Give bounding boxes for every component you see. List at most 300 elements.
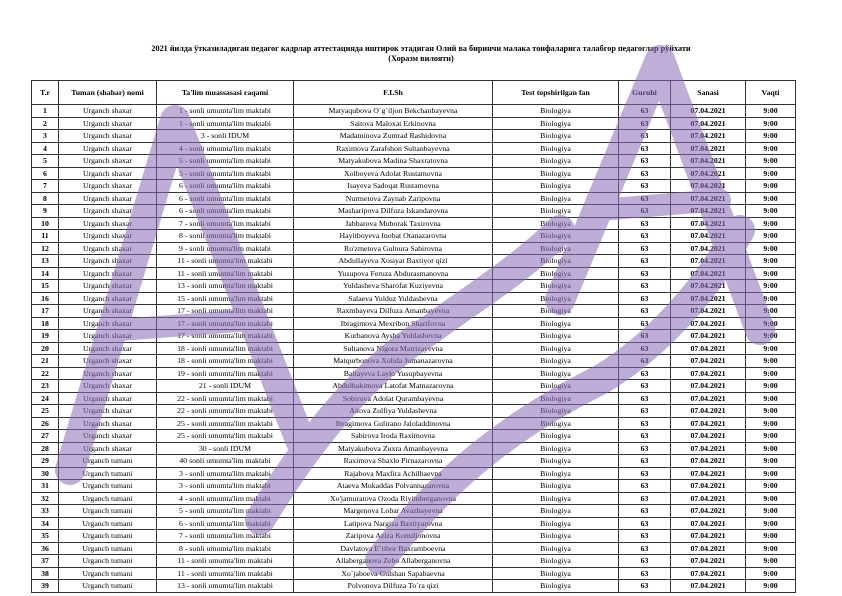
cell-school: 9 - sonli umumta'lim maktabi <box>157 242 294 255</box>
cell-group: 63 <box>619 155 671 168</box>
cell-school: 17 - sonli umumta'lim maktabi <box>157 330 294 343</box>
cell-full-name: Ibragimova Mexribon Sharifovna <box>294 317 493 330</box>
cell-full-name: Latipova Nargiza Baxtiyarovna <box>294 517 493 530</box>
cell-school: 11 - sonli umumta'lim maktabi <box>157 255 294 268</box>
cell-subject: Biologiya <box>493 467 619 480</box>
cell-date: 07.04.2021 <box>671 167 746 180</box>
cell-school: 6 - sonli umumta'lim maktabi <box>157 180 294 193</box>
cell-full-name: Isayeva Sadoqat Rustamovna <box>294 180 493 193</box>
cell-time: 9:00 <box>746 380 796 393</box>
cell-full-name: Yusupova Feruza Abdurasmanovna <box>294 267 493 280</box>
cell-full-name: Sabirova Iroda Raximovna <box>294 430 493 443</box>
cell-school: 1 - sonli umumta'lim maktabi <box>157 117 294 130</box>
cell-subject: Biologiya <box>493 305 619 318</box>
cell-district: Urganch shaxar <box>59 255 157 268</box>
cell-row-number: 37 <box>32 555 59 568</box>
cell-row-number: 5 <box>32 155 59 168</box>
cell-group: 63 <box>619 330 671 343</box>
cell-time: 9:00 <box>746 555 796 568</box>
cell-subject: Biologiya <box>493 492 619 505</box>
cell-school: 5 - sonli umumta'lim maktabi <box>157 155 294 168</box>
cell-full-name: Xo'jamuratova Ozoda Riyimberganovna <box>294 492 493 505</box>
cell-time: 9:00 <box>746 130 796 143</box>
cell-row-number: 35 <box>32 530 59 543</box>
cell-time: 9:00 <box>746 167 796 180</box>
cell-date: 07.04.2021 <box>671 155 746 168</box>
cell-full-name: Sobirova Adolat Qurambayevna <box>294 392 493 405</box>
cell-district: Urganch shaxar <box>59 142 157 155</box>
cell-district: Urganch shaxar <box>59 430 157 443</box>
cell-date: 07.04.2021 <box>671 330 746 343</box>
cell-group: 63 <box>619 367 671 380</box>
cell-full-name: Ro'zmetova Gulnura Sabirovna <box>294 242 493 255</box>
cell-time: 9:00 <box>746 505 796 518</box>
cell-time: 9:00 <box>746 305 796 318</box>
cell-time: 9:00 <box>746 417 796 430</box>
cell-subject: Biologiya <box>493 542 619 555</box>
cell-time: 9:00 <box>746 405 796 418</box>
cell-district: Urganch tumani <box>59 555 157 568</box>
cell-full-name: Madaminova Zumrad Rashidovna <box>294 130 493 143</box>
cell-subject: Biologiya <box>493 292 619 305</box>
cell-full-name: Matyakubova Madina Shaxratovna <box>294 155 493 168</box>
cell-school: 4 - sonli umumta'lim maktabi <box>157 492 294 505</box>
cell-date: 07.04.2021 <box>671 292 746 305</box>
col-header-subject: Test topshirilgan fan <box>493 81 619 105</box>
cell-time: 9:00 <box>746 442 796 455</box>
cell-row-number: 6 <box>32 167 59 180</box>
document-title <box>0 44 842 63</box>
cell-time: 9:00 <box>746 392 796 405</box>
cell-group: 63 <box>619 392 671 405</box>
cell-row-number: 31 <box>32 480 59 493</box>
cell-row-number: 19 <box>32 330 59 343</box>
cell-district: Urganch shaxar <box>59 317 157 330</box>
cell-time: 9:00 <box>746 330 796 343</box>
cell-group: 63 <box>619 292 671 305</box>
cell-row-number: 33 <box>32 505 59 518</box>
cell-full-name: Xo`jaboeva Gulshan Sapabaevna <box>294 567 493 580</box>
cell-district: Urganch shaxar <box>59 130 157 143</box>
cell-date: 07.04.2021 <box>671 342 746 355</box>
cell-district: Urganch shaxar <box>59 280 157 293</box>
cell-group: 63 <box>619 442 671 455</box>
cell-full-name: Davlatova E`tibor Baxrambоevna <box>294 542 493 555</box>
col-header-number: T.r <box>32 81 59 105</box>
cell-group: 63 <box>619 142 671 155</box>
cell-date: 07.04.2021 <box>671 417 746 430</box>
table-row <box>32 217 796 230</box>
cell-date: 07.04.2021 <box>671 567 746 580</box>
cell-group: 63 <box>619 467 671 480</box>
title-line-2: (Хоразм вилояти) <box>388 53 454 63</box>
cell-school: 5 - sonli umumta'lim maktabi <box>157 167 294 180</box>
cell-school: 40 sonli umumta'lim maktabi <box>157 455 294 468</box>
cell-school: 13 - sonli umumta'lim maktabi <box>157 280 294 293</box>
cell-date: 07.04.2021 <box>671 230 746 243</box>
table-row <box>32 580 796 593</box>
cell-full-name: Xolboyeva Adolat Rustamovna <box>294 167 493 180</box>
cell-group: 63 <box>619 267 671 280</box>
cell-group: 63 <box>619 505 671 518</box>
cell-row-number: 8 <box>32 192 59 205</box>
cell-date: 07.04.2021 <box>671 517 746 530</box>
cell-subject: Biologiya <box>493 455 619 468</box>
cell-subject: Biologiya <box>493 130 619 143</box>
cell-row-number: 11 <box>32 230 59 243</box>
cell-time: 9:00 <box>746 467 796 480</box>
cell-district: Urganch shaxar <box>59 180 157 193</box>
cell-row-number: 34 <box>32 517 59 530</box>
cell-subject: Biologiya <box>493 392 619 405</box>
cell-row-number: 14 <box>32 267 59 280</box>
cell-full-name: Abdulhakimova Latofat Matnazarovna <box>294 380 493 393</box>
table-row <box>32 392 796 405</box>
cell-subject: Biologiya <box>493 192 619 205</box>
cell-school: 8 - sonli umumta'lim maktabi <box>157 542 294 555</box>
table-row <box>32 555 796 568</box>
cell-school: 17 - sonli umumta'lim maktabi <box>157 305 294 318</box>
cell-group: 63 <box>619 342 671 355</box>
cell-district: Urganch shaxar <box>59 292 157 305</box>
cell-school: 4 - sonli umumta'lim maktabi <box>157 142 294 155</box>
cell-date: 07.04.2021 <box>671 142 746 155</box>
cell-school: 22 - sonli umumta'lim maktabi <box>157 405 294 418</box>
table-row <box>32 292 796 305</box>
cell-time: 9:00 <box>746 455 796 468</box>
cell-row-number: 1 <box>32 105 59 118</box>
cell-time: 9:00 <box>746 255 796 268</box>
cell-time: 9:00 <box>746 580 796 593</box>
cell-subject: Biologiya <box>493 230 619 243</box>
cell-row-number: 36 <box>32 542 59 555</box>
cell-subject: Biologiya <box>493 117 619 130</box>
cell-time: 9:00 <box>746 480 796 493</box>
cell-row-number: 20 <box>32 342 59 355</box>
cell-district: Urganch shaxar <box>59 442 157 455</box>
cell-district: Urganch shaxar <box>59 380 157 393</box>
cell-school: 3 - sonli umumta'lim maktabi <box>157 467 294 480</box>
cell-subject: Biologiya <box>493 355 619 368</box>
cell-full-name: Matyakubova Zuxra Amanbayevna <box>294 442 493 455</box>
cell-full-name: Sultanova Nigora Matrizayevna <box>294 342 493 355</box>
cell-full-name: Allaberganova Zebo Allaberganovna <box>294 555 493 568</box>
cell-row-number: 29 <box>32 455 59 468</box>
table-row <box>32 567 796 580</box>
cell-school: 11 - sonli umumta'lim maktabi <box>157 267 294 280</box>
cell-date: 07.04.2021 <box>671 455 746 468</box>
table-row <box>32 330 796 343</box>
cell-full-name: Rajabova Maxfira Achilbaevna <box>294 467 493 480</box>
cell-district: Urganch shaxar <box>59 217 157 230</box>
cell-group: 63 <box>619 430 671 443</box>
cell-full-name: Matyaqubova O`g`iljon Bekchanbayevna <box>294 105 493 118</box>
table-row <box>32 142 796 155</box>
cell-group: 63 <box>619 255 671 268</box>
cell-group: 63 <box>619 355 671 368</box>
table-row <box>32 542 796 555</box>
cell-row-number: 28 <box>32 442 59 455</box>
table-row <box>32 455 796 468</box>
cell-date: 07.04.2021 <box>671 105 746 118</box>
cell-group: 63 <box>619 417 671 430</box>
cell-date: 07.04.2021 <box>671 467 746 480</box>
cell-group: 63 <box>619 542 671 555</box>
cell-group: 63 <box>619 117 671 130</box>
cell-school: 13 - sonli umumta'lim maktabi <box>157 580 294 593</box>
table-row <box>32 530 796 543</box>
cell-date: 07.04.2021 <box>671 217 746 230</box>
cell-district: Urganch tumani <box>59 505 157 518</box>
table-row <box>32 355 796 368</box>
cell-subject: Biologiya <box>493 242 619 255</box>
cell-time: 9:00 <box>746 267 796 280</box>
cell-time: 9:00 <box>746 567 796 580</box>
cell-time: 9:00 <box>746 355 796 368</box>
cell-full-name: Kurbanova Aysha Yuldashevna <box>294 330 493 343</box>
cell-time: 9:00 <box>746 367 796 380</box>
cell-subject: Biologiya <box>493 567 619 580</box>
cell-subject: Biologiya <box>493 317 619 330</box>
cell-row-number: 4 <box>32 142 59 155</box>
cell-subject: Biologiya <box>493 380 619 393</box>
cell-group: 63 <box>619 380 671 393</box>
cell-full-name: Ataeva Mukaddas Polvannazarovna <box>294 480 493 493</box>
cell-row-number: 13 <box>32 255 59 268</box>
cell-group: 63 <box>619 567 671 580</box>
cell-school: 18 - sonli umumta'lim maktabi <box>157 342 294 355</box>
cell-group: 63 <box>619 230 671 243</box>
table-row <box>32 167 796 180</box>
cell-district: Urganch shaxar <box>59 117 157 130</box>
table-row <box>32 442 796 455</box>
cell-full-name: Zaripova Aziza Komiljonovna <box>294 530 493 543</box>
cell-date: 07.04.2021 <box>671 405 746 418</box>
cell-district: Urganch shaxar <box>59 305 157 318</box>
cell-row-number: 27 <box>32 430 59 443</box>
cell-row-number: 9 <box>32 205 59 218</box>
col-header-school: Ta'lim muassasasi raqami <box>157 81 294 105</box>
cell-district: Urganch tumani <box>59 455 157 468</box>
cell-row-number: 3 <box>32 130 59 143</box>
cell-subject: Biologiya <box>493 167 619 180</box>
cell-time: 9:00 <box>746 205 796 218</box>
cell-date: 07.04.2021 <box>671 492 746 505</box>
cell-group: 63 <box>619 405 671 418</box>
col-header-date: Sanasi <box>671 81 746 105</box>
cell-group: 63 <box>619 480 671 493</box>
cell-row-number: 7 <box>32 180 59 193</box>
cell-school: 21 - sonli IDUM <box>157 380 294 393</box>
table-row <box>32 505 796 518</box>
cell-group: 63 <box>619 492 671 505</box>
cell-school: 15 - sonli umumta'lim maktabi <box>157 292 294 305</box>
cell-district: Urganch shaxar <box>59 242 157 255</box>
cell-date: 07.04.2021 <box>671 480 746 493</box>
cell-time: 9:00 <box>746 180 796 193</box>
cell-school: 11 - sonli umumta'lim maktabi <box>157 555 294 568</box>
cell-school: 19 - sonli umumta'lim maktabi <box>157 367 294 380</box>
cell-subject: Biologiya <box>493 255 619 268</box>
cell-time: 9:00 <box>746 105 796 118</box>
cell-school: 25 - sonli umumta'lim maktabi <box>157 430 294 443</box>
cell-time: 9:00 <box>746 192 796 205</box>
cell-row-number: 22 <box>32 367 59 380</box>
cell-district: Urganch tumani <box>59 480 157 493</box>
table-row <box>32 230 796 243</box>
cell-date: 07.04.2021 <box>671 355 746 368</box>
cell-date: 07.04.2021 <box>671 367 746 380</box>
table-row <box>32 367 796 380</box>
cell-full-name: Hayitboyeva Inobat Otanazarovna <box>294 230 493 243</box>
cell-district: Urganch tumani <box>59 580 157 593</box>
cell-row-number: 26 <box>32 417 59 430</box>
col-header-time: Vaqti <box>746 81 796 105</box>
cell-date: 07.04.2021 <box>671 317 746 330</box>
table-row <box>32 305 796 318</box>
cell-subject: Biologiya <box>493 442 619 455</box>
cell-full-name: Raxmbayeva Dilfuza Amanbayevna <box>294 305 493 318</box>
table-row <box>32 342 796 355</box>
cell-time: 9:00 <box>746 155 796 168</box>
cell-full-name: Polvonova Dilfuza To`ra qizi <box>294 580 493 593</box>
table-row <box>32 105 796 118</box>
cell-school: 3 - sonli umumta'lim maktabi <box>157 480 294 493</box>
cell-group: 63 <box>619 192 671 205</box>
cell-group: 63 <box>619 517 671 530</box>
cell-date: 07.04.2021 <box>671 267 746 280</box>
cell-school: 18 - sonli umumta'lim maktabi <box>157 355 294 368</box>
cell-subject: Biologiya <box>493 580 619 593</box>
table-row <box>32 430 796 443</box>
table-row <box>32 405 796 418</box>
table-row <box>32 155 796 168</box>
cell-district: Urganch shaxar <box>59 105 157 118</box>
table-row <box>32 380 796 393</box>
cell-row-number: 16 <box>32 292 59 305</box>
cell-group: 63 <box>619 217 671 230</box>
cell-time: 9:00 <box>746 217 796 230</box>
cell-row-number: 17 <box>32 305 59 318</box>
cell-subject: Biologiya <box>493 430 619 443</box>
cell-school: 30 - sonli IDUM <box>157 442 294 455</box>
table-row <box>32 480 796 493</box>
cell-district: Urganch shaxar <box>59 155 157 168</box>
title-line-1: 2021 йилда ўтказиладиган педагог кадрлар аттестацияда иштирок этадиган Олий ва биринчи малака тоифаларига талабгор педагоглар рўйхати <box>151 44 691 53</box>
cell-subject: Biologiya <box>493 505 619 518</box>
cell-group: 63 <box>619 455 671 468</box>
cell-school: 6 - sonli umumta'lim maktabi <box>157 517 294 530</box>
cell-district: Urganch shaxar <box>59 355 157 368</box>
cell-time: 9:00 <box>746 517 796 530</box>
cell-subject: Biologiya <box>493 555 619 568</box>
table-row <box>32 492 796 505</box>
cell-district: Urganch shaxar <box>59 167 157 180</box>
cell-group: 63 <box>619 105 671 118</box>
cell-time: 9:00 <box>746 492 796 505</box>
cell-row-number: 23 <box>32 380 59 393</box>
cell-group: 63 <box>619 242 671 255</box>
cell-row-number: 30 <box>32 467 59 480</box>
cell-subject: Biologiya <box>493 105 619 118</box>
cell-row-number: 39 <box>32 580 59 593</box>
cell-school: 22 - sonli umumta'lim maktabi <box>157 392 294 405</box>
cell-school: 17 - sonli umumta'lim maktabi <box>157 317 294 330</box>
cell-subject: Biologiya <box>493 480 619 493</box>
cell-date: 07.04.2021 <box>671 555 746 568</box>
table-row <box>32 417 796 430</box>
cell-full-name: Baltayeva Laylo Yusupbayevna <box>294 367 493 380</box>
cell-subject: Biologiya <box>493 417 619 430</box>
cell-date: 07.04.2021 <box>671 505 746 518</box>
col-header-full-name: F.I.Sh <box>294 81 493 105</box>
cell-group: 63 <box>619 305 671 318</box>
cell-date: 07.04.2021 <box>671 305 746 318</box>
cell-school: 11 - sonli umumta'lim maktabi <box>157 567 294 580</box>
cell-time: 9:00 <box>746 342 796 355</box>
cell-group: 63 <box>619 167 671 180</box>
table-row <box>32 517 796 530</box>
cell-time: 9:00 <box>746 530 796 543</box>
table-row <box>32 255 796 268</box>
cell-full-name: Margenova Lobar Avazbayevna <box>294 505 493 518</box>
cell-date: 07.04.2021 <box>671 255 746 268</box>
cell-date: 07.04.2021 <box>671 392 746 405</box>
cell-full-name: Masharipova Dilfuza Iskandarovna <box>294 205 493 218</box>
cell-district: Urganch tumani <box>59 530 157 543</box>
table-header-row <box>32 81 796 105</box>
cell-time: 9:00 <box>746 317 796 330</box>
cell-subject: Biologiya <box>493 405 619 418</box>
cell-row-number: 10 <box>32 217 59 230</box>
col-header-district: Tuman (shahar) nomi <box>59 81 157 105</box>
cell-time: 9:00 <box>746 142 796 155</box>
cell-date: 07.04.2021 <box>671 430 746 443</box>
cell-date: 07.04.2021 <box>671 542 746 555</box>
cell-district: Urganch shaxar <box>59 417 157 430</box>
cell-subject: Biologiya <box>493 142 619 155</box>
cell-subject: Biologiya <box>493 280 619 293</box>
table-row <box>32 317 796 330</box>
cell-row-number: 15 <box>32 280 59 293</box>
table-row <box>32 180 796 193</box>
col-header-group: Guruhi <box>619 81 671 105</box>
cell-subject: Biologiya <box>493 330 619 343</box>
table-row <box>32 192 796 205</box>
cell-date: 07.04.2021 <box>671 380 746 393</box>
cell-row-number: 38 <box>32 567 59 580</box>
cell-time: 9:00 <box>746 280 796 293</box>
cell-full-name: Ibragimova Gulirano Jaloladdinovna <box>294 417 493 430</box>
cell-date: 07.04.2021 <box>671 280 746 293</box>
cell-district: Urganch shaxar <box>59 205 157 218</box>
cell-group: 63 <box>619 280 671 293</box>
cell-time: 9:00 <box>746 292 796 305</box>
cell-time: 9:00 <box>746 230 796 243</box>
cell-district: Urganch tumani <box>59 542 157 555</box>
table-row <box>32 130 796 143</box>
cell-subject: Biologiya <box>493 367 619 380</box>
cell-date: 07.04.2021 <box>671 242 746 255</box>
cell-subject: Biologiya <box>493 217 619 230</box>
cell-row-number: 32 <box>32 492 59 505</box>
cell-full-name: Raximova Zarafshon Sultanbayevna <box>294 142 493 155</box>
cell-district: Urganch tumani <box>59 467 157 480</box>
cell-district: Urganch shaxar <box>59 230 157 243</box>
cell-time: 9:00 <box>746 117 796 130</box>
cell-date: 07.04.2021 <box>671 530 746 543</box>
cell-time: 9:00 <box>746 430 796 443</box>
